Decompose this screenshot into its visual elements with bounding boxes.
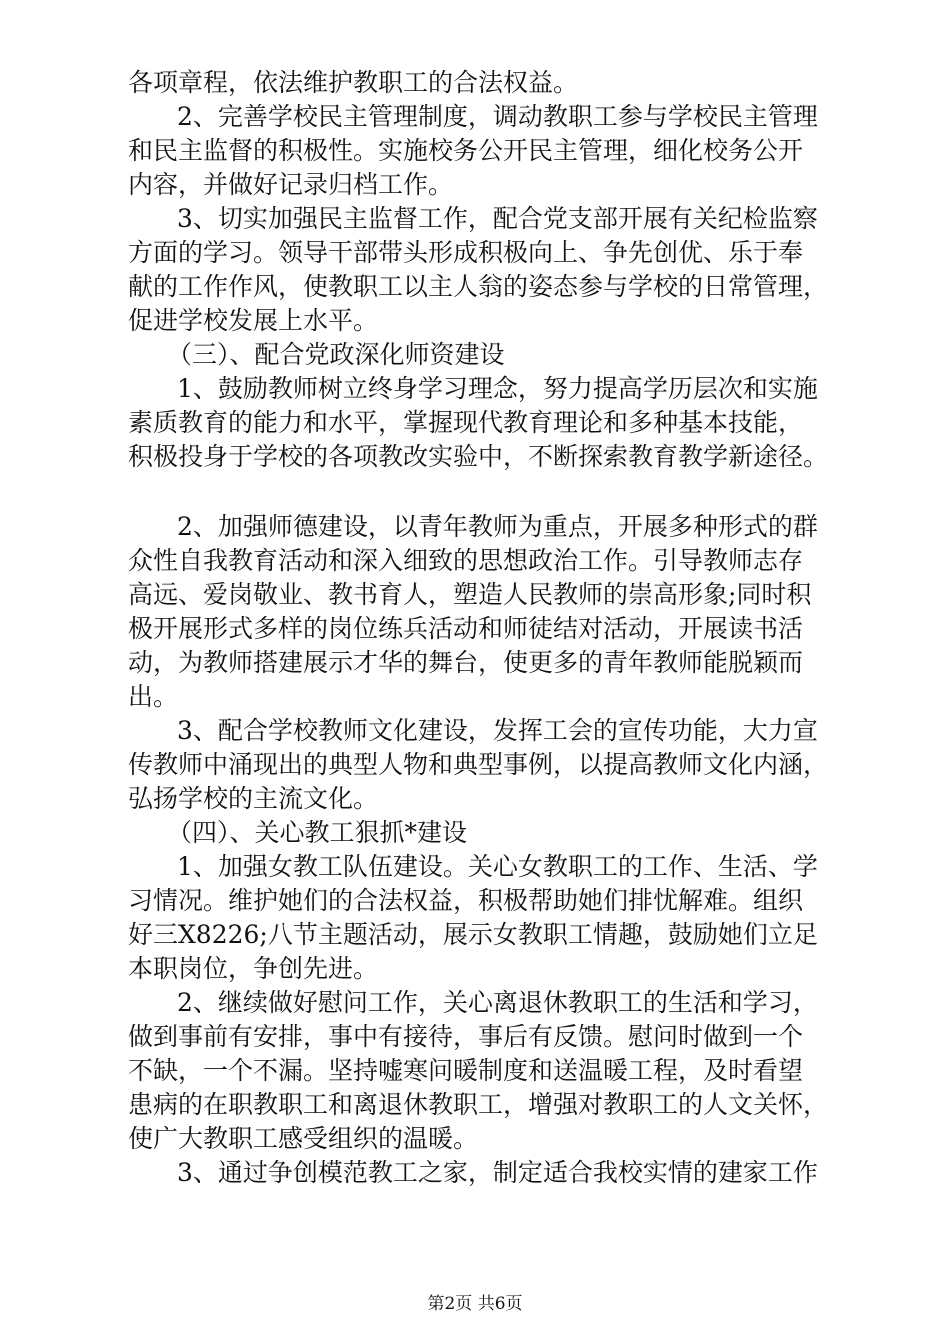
text-line: 2、加强师德建设，以青年教师为重点，开展多种形式的群	[177, 512, 818, 541]
text-line: 2、继续做好慰问工作，关心离退休教职工的生活和学习，	[177, 988, 818, 1017]
text-line: 方面的学习。领导干部带头形成积极向上、争先创优、乐于奉	[128, 238, 804, 267]
text-line: 好三X8226;八节主题活动，展示女教职工情趣，鼓励她们立足	[128, 920, 818, 949]
text-line: 极开展形式多样的岗位练兵活动和师徒结对活动，开展读书活	[128, 614, 804, 643]
text-line: 传教师中涌现出的典型人物和典型事例，以提高教师文化内涵，	[128, 750, 829, 779]
text-line: 3、切实加强民主监督工作，配合党支部开展有关纪检监察	[177, 204, 818, 233]
section-heading: （四）、关心教工狠抓*建设	[167, 818, 468, 847]
text-line: 使广大教职工感受组织的温暖。	[128, 1124, 479, 1153]
text-line: 各项章程，依法维护教职工的合法权益。	[128, 68, 579, 97]
text-line: 2、完善学校民主管理制度，调动教职工参与学校民主管理	[177, 102, 818, 131]
text-line: 1、加强女教工队伍建设。关心女教职工的工作、生活、学	[177, 852, 818, 881]
text-line: 和民主监督的积极性。实施校务公开民主管理，细化校务公开	[128, 136, 804, 165]
text-line: 1、鼓励教师树立终身学习理念，努力提高学历层次和实施	[177, 374, 818, 403]
text-line: 本职岗位，争创先进。	[128, 954, 379, 983]
text-line: 出。	[128, 682, 179, 711]
page-number: 第2页 共6页	[427, 1294, 523, 1314]
text-line: 做到事前有安排，事中有接待，事后有反馈。慰问时做到一个	[128, 1022, 804, 1051]
text-line: 患病的在职教职工和离退休教职工，增强对教职工的人文关怀，	[128, 1090, 829, 1119]
text-line: 动，为教师搭建展示才华的舞台，使更多的青年教师能脱颖而	[128, 648, 804, 677]
text-line: 习情况。维护她们的合法权益，积极帮助她们排忧解难。组织	[128, 886, 804, 915]
text-line: 3、通过争创模范教工之家，制定适合我校实情的建家工作	[177, 1158, 818, 1187]
text-line: 高远、爱岗敬业、教书育人，塑造人民教师的崇高形象;同时积	[128, 580, 812, 609]
text-line: 众性自我教育活动和深入细致的思想政治工作。引导教师志存	[128, 546, 804, 575]
text-line: 积极投身于学校的各项教改实验中，不断探索教育教学新途径。	[128, 442, 829, 471]
text-line: 弘扬学校的主流文化。	[128, 784, 379, 813]
text-line: 不缺，一个不漏。坚持嘘寒问暖制度和送温暖工程，及时看望	[128, 1056, 804, 1085]
text-line: 献的工作作风，使教职工以主人翁的姿态参与学校的日常管理，	[128, 272, 829, 301]
text-line: 3、配合学校教师文化建设，发挥工会的宣传功能，大力宣	[177, 716, 818, 745]
text-line: 促进学校发展上水平。	[128, 306, 379, 335]
section-heading: （三）、配合党政深化师资建设	[167, 340, 505, 369]
text-line: 素质教育的能力和水平，掌握现代教育理论和多种基本技能，	[128, 408, 804, 437]
text-line: 内容，并做好记录归档工作。	[128, 170, 454, 199]
